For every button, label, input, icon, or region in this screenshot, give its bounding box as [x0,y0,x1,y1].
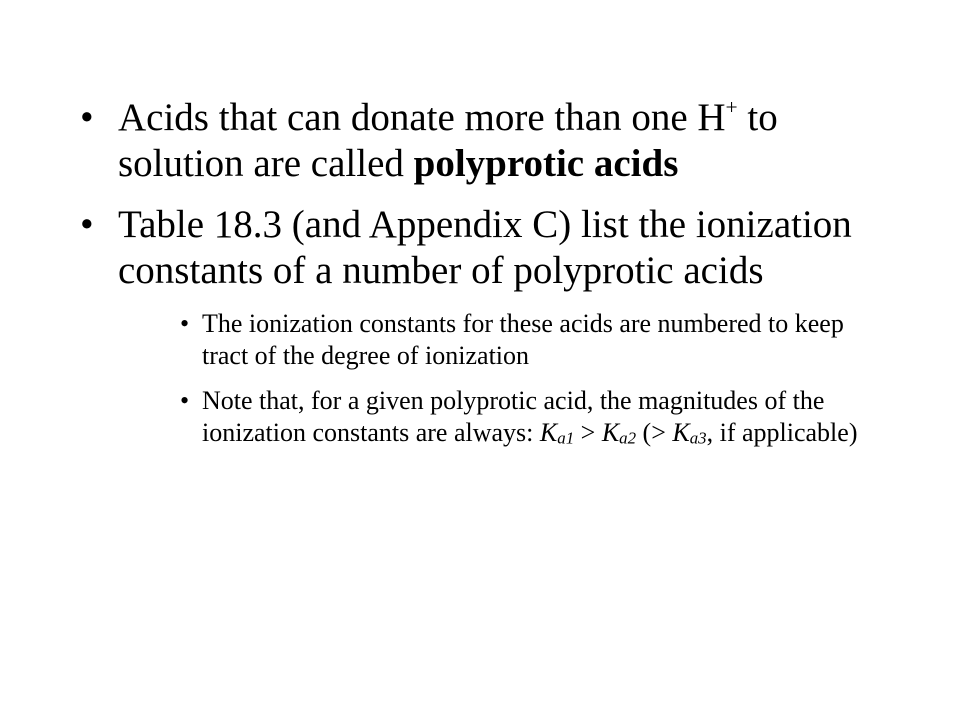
sub-bullet-marker: • [180,309,190,338]
term-polyprotic-acids: polyprotic acids [413,142,679,185]
if-applicable-text: , if applicable) [706,418,858,447]
sub-bullet-magnitudes [180,385,880,449]
sub-bullet-text: Note that, for a given polyprotic acid, the magnitudes of the ionization constants are always: [202,386,825,447]
h-plus-superscript: + [725,94,738,119]
bullet-marker: • [80,203,94,246]
bullet-text: Acids that can donate more than one H [118,96,726,139]
bullet-text: Table 18.3 (and Appendix C) list the ionization constants of a number of polyprotic acids [118,203,852,292]
bullet-polyprotic-definition [80,95,880,187]
sub-bullet-text: The ionization constants for these acids are numbered to keep tract of the degree of ionization [202,309,844,370]
bullet-text-continued: to solution are called [118,96,778,185]
sub-bullet-marker: • [180,386,190,415]
ka2-subscript: a2 [619,428,637,448]
ka3-symbol: K [672,418,690,447]
bullet-list [80,95,880,464]
bullet-marker: • [80,96,94,139]
sub-bullet-list [118,308,880,449]
ka2-symbol: K [601,418,620,447]
bullet-table-reference [80,202,880,449]
sub-bullet-numbering [180,308,880,372]
greater-than-1: > [574,418,602,447]
ka1-symbol: K [539,418,558,447]
ka3-subscript: a3 [689,428,707,448]
greater-than-2: (> [636,418,673,447]
ka1-subscript: a1 [557,428,575,448]
